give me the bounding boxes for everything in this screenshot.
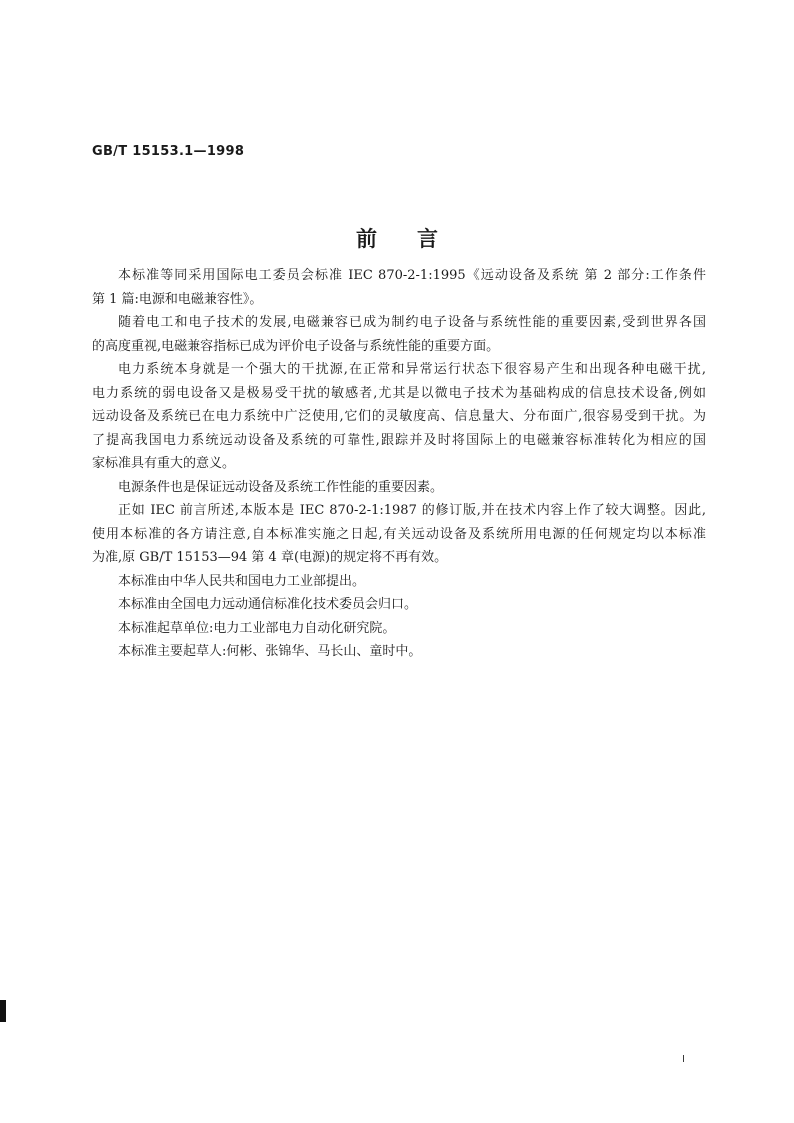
text-line: 本标准由全国电力远动通信标准化技术委员会归口。 [118, 597, 418, 612]
text-line: 电力系统的弱电设备又是极易受干扰的敏感者,尤其是以微电子技术为基础构成的信息技术设备,例如 [92, 385, 706, 401]
text-line: 本标准等同采用国际电工委员会标准 IEC 870-2-1:1995《远动设备及系统 第 2 部分:工作条件 [118, 268, 706, 283]
text-line: 的高度重视,电磁兼容指标已成为评价电子设备与系统性能的重要方面。 [92, 338, 500, 354]
paragraph-adoption [92, 264, 706, 311]
paragraph-power-system [92, 358, 706, 476]
text-line: 电源条件也是保证远动设备及系统工作性能的重要因素。 [118, 479, 444, 495]
text-line: 了提高我国电力系统远动设备及系统的可靠性,跟踪并及时将国际上的电磁兼容标准转化为相应的国 [92, 432, 706, 448]
page-number: I [682, 1054, 685, 1065]
text-line: 本标准主要起草人:何彬、张锦华、马长山、童时中。 [118, 644, 422, 659]
text-line: 第 1 篇:电源和电磁兼容性》。 [92, 291, 263, 307]
paragraph-power-condition [92, 476, 706, 500]
paragraph-revision [92, 499, 706, 570]
paragraph-drafting-unit [92, 617, 706, 641]
text-line: 正如 IEC 前言所述,本版本是 IEC 870-2-1:1987 的修订版,并在技术内容上作了较大调整。因此, [118, 503, 706, 518]
text-line: 电力系统本身就是一个强大的干扰源,在正常和异常运行状态下很容易产生和出现各种电磁干扰, [118, 362, 706, 377]
standard-code: GB/T 15153.1—1998 [92, 144, 245, 159]
text-line: 随着电工和电子技术的发展,电磁兼容已成为制约电子设备与系统性能的重要因素,受到世界各国 [118, 315, 706, 330]
paragraph-drafters [92, 640, 706, 664]
text-line: 本标准由中华人民共和国电力工业部提出。 [118, 573, 366, 589]
scan-edge-mark [0, 1000, 6, 1022]
paragraph-committee [92, 593, 706, 617]
page-title: 前言 [356, 227, 478, 251]
text-line: 远动设备及系统已在电力系统中广泛使用,它们的灵敏度高、信息量大、分布面广,很容易受到干扰。为 [92, 409, 706, 424]
text-line: 为准,原 GB/T 15153—94 第 4 章(电源)的规定将不再有效。 [92, 550, 448, 565]
paragraph-proposer [92, 570, 706, 594]
paragraph-emc-importance [92, 311, 706, 358]
text-line: 本标准起草单位:电力工业部电力自动化研究院。 [118, 620, 396, 636]
text-line: 家标准具有重大的意义。 [92, 456, 236, 471]
body-text [92, 264, 706, 664]
text-line: 使用本标准的各方请注意,自本标准实施之日起,有关远动设备及系统所用电源的任何规定均以本标准 [92, 526, 706, 542]
